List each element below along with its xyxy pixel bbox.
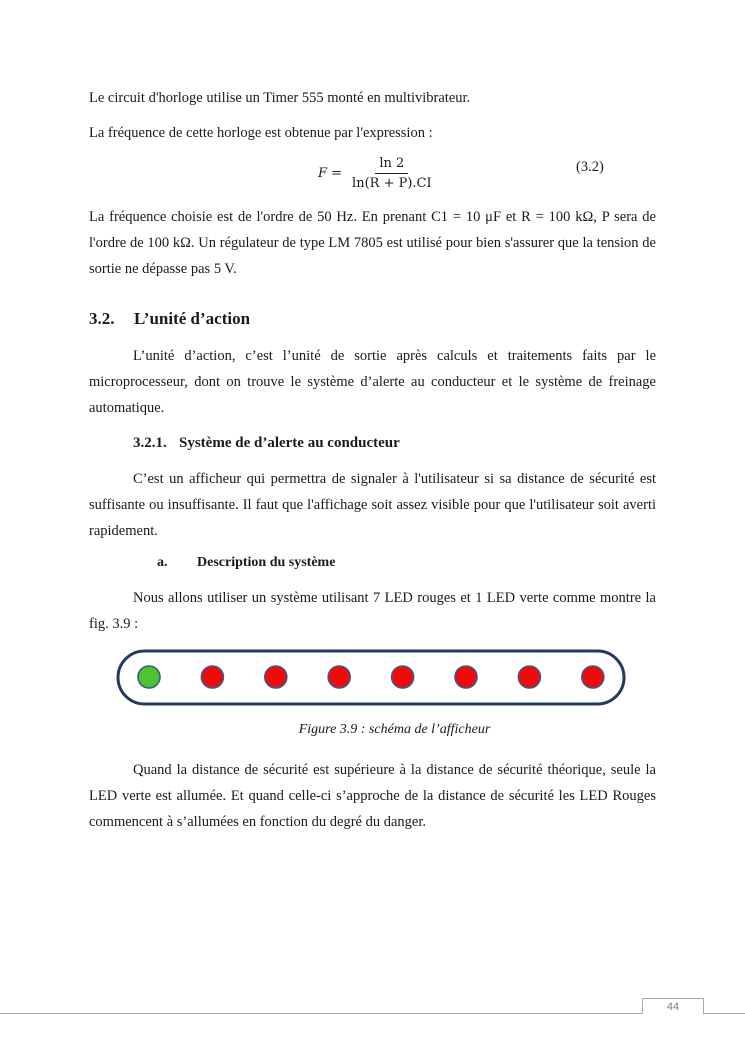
led-red-7: [518, 666, 540, 688]
formula-lhs: F =: [318, 166, 343, 181]
subsection-heading: [133, 435, 400, 452]
led-green-1: [138, 666, 160, 688]
subsection-number: 3.2.1.: [133, 435, 167, 451]
subsubsection-heading: [157, 555, 335, 571]
led-red-2: [201, 666, 223, 688]
section-number: 3.2.: [89, 309, 115, 328]
paragraph-led-system: Nous allons utiliser un système utilisant 7 LED rouges et 1 LED verte comme montre la fig. 3.9 :: [89, 590, 656, 632]
paragraph-clock-circuit: Le circuit d'horloge utilise un Timer 555 monté en multivibrateur.: [89, 90, 471, 106]
led-red-4: [328, 666, 350, 688]
equation-number: (3.2): [576, 159, 604, 175]
led-display-figure: [116, 649, 628, 707]
figure-caption: Figure 3.9 : schéma de l’afficheur: [298, 722, 491, 737]
led-red-6: [455, 666, 477, 688]
footer-rule: [0, 1013, 745, 1014]
subsubsection-number: a.: [157, 555, 168, 570]
paragraph-display-description: C’est un afficheur qui permettra de signaler à l'utilisateur si sa distance de sécurité est suffisante ou insuffisante. Il faut que l'affichage soit assez visible pour que l'utilisateur soit averti rapidement.: [89, 471, 656, 539]
formula-numerator: ln 2: [375, 156, 408, 174]
page-number: 44: [642, 998, 704, 1014]
led-red-3: [265, 666, 287, 688]
paragraph-distance-behavior: Quand la distance de sécurité est supérieure à la distance de sécurité théorique, seule la LED verte est allumée. Et quand celle-ci s’approche de la distance de sécurité les LED Rouges commencent à s’allumées en fonction du degré du danger.: [89, 762, 656, 830]
paragraph-frequency-expression: La fréquence de cette horloge est obtenue par l'expression :: [89, 125, 433, 141]
led-red-5: [392, 666, 414, 688]
paragraph-frequency-choice: La fréquence choisie est de l'ordre de 50 Hz. En prenant C1 = 10 μF et R = 100 kΩ, P sera de l'ordre de 100 kΩ. Un régulateur de type LM 7805 est utilisé pour bien s'assurer que la tension de sortie ne dépasse pas 5 V.: [89, 209, 656, 277]
subsection-title: Système de d’alerte au conducteur: [179, 435, 400, 451]
led-red-8: [582, 666, 604, 688]
led-display-frame: [118, 651, 624, 704]
section-heading: [89, 309, 250, 329]
subsubsection-title: Description du système: [197, 555, 336, 570]
section-title: L’unité d’action: [134, 309, 251, 328]
formula-fraction: [348, 156, 436, 191]
paragraph-action-unit: L’unité d’action, c’est l’unité de sortie après calculs et traitements faits par le microprocesseur, dont on trouve le système d’alerte au conducteur et le système de freinage automatique.: [89, 348, 656, 416]
frequency-formula: [318, 156, 436, 191]
formula-denominator: ln(R + P).CI: [352, 176, 432, 191]
